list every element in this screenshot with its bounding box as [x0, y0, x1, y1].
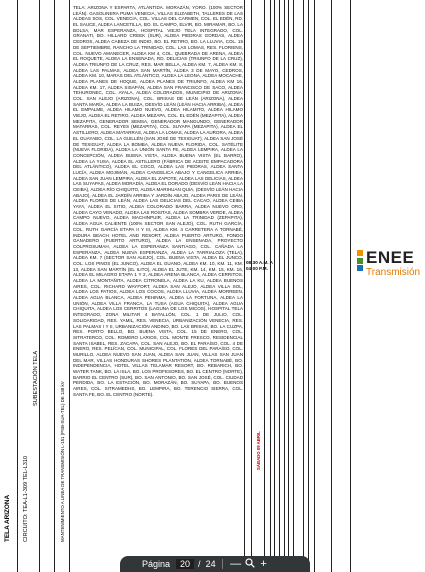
pdf-toolbar — [120, 556, 310, 572]
table-divider — [308, 0, 309, 572]
zoom-out-button[interactable]: — — [230, 558, 242, 570]
table-divider — [244, 0, 245, 572]
time-end: 04:00 P.M. — [246, 266, 268, 271]
table-divider — [303, 0, 304, 572]
date-label: SÁBADO 09 ABRIL — [256, 431, 261, 470]
time-range — [246, 260, 274, 272]
table-divider — [288, 0, 289, 572]
table-divider — [274, 0, 275, 572]
page-label: Página — [142, 559, 171, 569]
table-divider — [350, 0, 351, 572]
page-number-input[interactable]: 20 — [176, 559, 194, 569]
zoom-icon[interactable] — [243, 558, 257, 571]
toolbar-divider — [222, 559, 223, 569]
logo-subtitle: Transmisión — [366, 267, 421, 278]
enee-logo — [357, 248, 425, 286]
table-divider — [69, 0, 70, 572]
zoom-in-button[interactable]: + — [260, 558, 267, 570]
logo-mark-icon — [357, 250, 363, 280]
maintenance-label: MANTENIMIENTO A LINEA DE TRANSMISIÓN L-151 (PSB-SUA-TEL) DE 138 kV — [60, 381, 65, 542]
table-divider — [293, 0, 294, 572]
table-divider — [54, 0, 55, 572]
circuit-label: CIRCUITO: TEA-L1-309 TEL-L310 — [23, 455, 29, 542]
table-divider — [284, 0, 285, 572]
table-divider — [39, 0, 40, 572]
table-divider — [270, 0, 271, 572]
time-start: 08:30 A.M. A — [246, 260, 273, 265]
table-divider — [279, 0, 280, 572]
table-divider — [314, 0, 315, 572]
department-label: TELA ARIZONA — [4, 494, 11, 542]
table-divider — [264, 0, 265, 572]
affected-areas-text: TELA: ARIZONA Y ESPARTA, ATLÁNTIDA. MORAZÁN, YORO. (100% SECTOR LEÁN). GASOLINERA PUMA VENECIA, VILLAS ELIZABETH, TALLERES DE LAS ALDEAS SOS, COL. VENECIA, COL. VILLAS DEL CARMEN, COL. EL EDÉN, RD. EL SAUCE, ALDEA LANCETILLA, BO. EL CAMPO, ELVIR, BO. MIRAMAR, BO. LA BOLSA, MAR ESPERANZA, HOSPITAL VIEJO TELA INTEGRADO, COL. GRANATI, BO. HILLARD CREEK (SUR), ALDEA PIEDRAS GORDAS, ALDEA CEDROS, ALDEA CABEZA DE INDIO, BO. EL RETIRO, BO. LA LLUVIA, COL. 15 DE SEPTIEMBRE, RANCHO LA TRINIDAD, COL. LAS LOMAS, RES. FLORIENS, COL. NUEVO AMANECER, ALDEA KM 4, COL. QUEBRADA DE ARENA, ALDEA EL ROQUETE, ALDEA LA ENSENADA, RD. DELICIAS (TRIUNFO DE LA CRUZ), ALDEA TRIUNFO DE LA CRUZ, RES. MAR BELLA, ALDEA KM. 7, ALDEA KM. 8, ALDEA LAS PALMAS, ALDEA SAN MARTÍN, ALDEA 3 DE MAYO, CEDROS, ALDEA KM. 10, MARAS DEL ATLÁNTICO, ALDEA LA LEONA, ALDEA MOCACHE, ALDEA PLANES DE HOQUE, ALDEA PLANES DE TRIUNFO, ALDEA KM 16, ALDEA KM. 17, ALDEA SISAPÁN, ALDEA SAN FRANCISCO DE SACO, ALDEA TEHURONEC, COL. AYALA, ALDEA COLORADOS, MUNICIPIO DE ARIZONA: COL. SAN ALEJO (ARIZONA), COL. BRISAS DE LEÁN (ARIZONA), ALDEA SANTA MARÍA, ALDEA LA BUIZA, DESVÍO LEÁN (LEÁN HACIA ARRIBA), ALDEA EL EMPALME, ALDEA HILAMO NUEVO, ALDEA HILAMITO, ALDEA HILAMO VIEJO, ALDEA EL RETIRO, ALDEA MEZAPA, COL. EL EDÉN (MEZAPITA), ALDEA MEZAPITA, GENERADOR SEMSA, GENERADOR MANGUNDO, GENERADOR MATARRAS, COL. REYES (MEZAPITA), COL. SUYAPA (MEZAPITA), ALDEA EL ASTILLERO, ALDEA MATARRAS, ALDEA LA LOMAS, ALDEA LA AURORA, ALDEA EL GUAYABO, COL. LA GUILLÉN (SAN JOSÉ DE TEXIGUAT), ALDEA SAN JOSÉ DE TEXIGUAT, ALDEA LA BOMBA, ALDEA NUEVA FLORIDA, COL. SATÉLITE (NUEVA FLORIDA), ALDEA LA UNIÓN SANTA FE, ALDEA LEMPIRA, ALDEA LA CONCEPCIÓN, ALDEA BUENA VISTA, ALDEA BUENA VISTA (EL BARRO), ALDEA LA YUSA, ALDEA EL ASTILLERO (FÁBRICA DE ACEITE EMPACADORA DEL ATLÁNTICO), ALDEA EL COCO, ALDEA LAS PIEDRAS, ALDEA SANTA LUCÍA, ALDEA MOJIMÁN, ALDEA CANGELICA ABAJO Y CANGELICA ARRIBA, ALDEA SAN JUAN LEMPIRA, ALDEA EL ZAPOTE, ALDEA LAS DELICIAS, ALDEA LAS SUYAPAS, ALDEA MORADÍA, ALDEA EL DORADO (DESVÍO LEÁN HACIA LA CEIBA), ALDEA RÍO CHIQUITO, ALDEA MARIHUAN QUIA, (DESVÍO LEÁN HACIA ABAJO), ALDEA EL JARDÍN ARRIBA Y JARDÍN ABAJO, ALDEA PARIS DE LEÁN, ALDEA FLORES DE LEÁN, ALDEA LAS DELICIAS DEL CACAO, ALDEA CEIBA YAYA, ALDEA EL SITIO, ALDEA COLORADO BARRA, ALDEA NUEVO ORO, ALDEA CAYO VENADO, ALDEA LAS ROSITAS, ALDEA SOMBRA VERDE, ALDEA CAMPO NUEVO, ALDEA MACHINPUIR, ALDEA LA TRINIDAD (ZEPAPITA), ALDEA AGUA CALIENTE (100% SECTOR SAN ALEJO), COL. RUTH GARCÍA, COL. RUTH GARCÍA ETAPA II Y III, ALDEA KM. 4 CARRETERA A TORNABÉ, INDURA BEACH HOTEL AND RESORT, ALDEA PUERTO ARTURO, FONDO GANADERO (PUERTO ARTURO), ALDEA LA ENSENADA, PROYECTO COLPROSUMAH, ALDEA LA ESPERANZA SANTIAGO, COL. CAÑADA LA ESPERANZA, ALDEA NUEVA ESPERANZA, ALDEA LA TARRIALOZA (TELA), ALDEA KM. 7 (SECTOR SAN ALEJO), COL. BUENA VISTA, ALDEA EL JUNCO, COL. LOS PINOS (EL JUNCO), ALDEA EL GUANO, ALDEA KM. 10, KM. 11, KM. 13, ALDEA SAN MARTÍN (EL ILITO), ALDEA EL JUTE, KM. 14, KM. 15, KM. 16, ALDEA EL MILAGRO ETAPA 1 Y 2, ALDEA ARENA BLANCA, ALDEA CERRITOS, ALDEA LA MONTAÑITA, ALDEA CITRONELA, ALDEA LA KU, ALDEA BUENOS AIRES, COL. RICHARD WAYFORT, ALDEA SAN ALEJO, ALDEA VILLA SOL, ALDEA LOS PATIOS, ALDEA LOS COCOS, ALDEA LLUVIA, ALDEA MORREEN, ALDEA AGUA BLANCA, ALDEA PEHINMA, ALDEA LA FORTUNA, ALDEA LA UNIÓN, ALDEA VILLA FRANCA, LA TUSA (AGUA CHIQUITA), ALDEA AGUA CHIQUITA, ALDEA LOS CERRITOS (LAGUNA DE LOS MICOS), HOSPITAL TELA INTEGRADO, ZONA MILITAR 4 BATALLÓN, COL. 1 DE JULIO, COL. SOLIDARIDAD, RES. YAMIL, RES. VENECIA, URBANIZACIÓN VENECIA, RES. LAS PALMAS I Y II, URBANIZACIÓN ANDINO, BO. LAS BRISAS, BO. LA CUZPA, RES. PORTO BELLO, BO. BUENA VISTA, COL. 15 DE ENERO, COL. SITRATERCO, COL. ROMERO LARIOS, COL. MONTE FRESCO, RESIDENCIAL SANTA ISABEL, RES. ZACAPA, COL. SAN ALEJO, BO. EL PARAÍSO, COL. 4 DE ENERO, RES. PELÍCAN, COL. MUNICIPAL, COL. FLORES DEL PARAÍSO, COL. MURILLO, ALDEA NUEVO SAN JUAN, ALDEA SAN JUAN, VILLAS SAN JUAN DEL MAR, VILLAS HONDURAS SHORES PLANTATION, ALDEA TORNABÉ, BO. INDEPENDENCIA, HOTEL VILLAS TELAMAR RESORT, BO. REBARICH, BO. WATER TANK, BO. LA ISLA, BO. LOS PROFESORES, BO. EL CENTRO (NORTE), BARRIO EL CENTRO (SUR), BO. SAN ANTONIO, BO. SAN JOSÉ, COL. CIUDAD PERDIDA, BO. LA ESTACIÓN, BO. MORAZÁN, BO. SUYAPA, BO. BUENOS AIRES, COL. SITRAMEDHS, BO. LEMPIRA, BO. TERENCIO SIERRA, COL. SANTA FE, BO. EL CENTRO (NORTE). — [73, 5, 243, 397]
logo-brand: ENEE — [366, 248, 415, 267]
table-divider — [331, 0, 332, 572]
substation-label: SUBESTACIÓN TELA — [33, 350, 39, 406]
table-divider — [251, 0, 252, 572]
table-divider — [17, 0, 18, 572]
page-total: 24 — [205, 559, 216, 569]
page-separator: / — [198, 559, 201, 569]
